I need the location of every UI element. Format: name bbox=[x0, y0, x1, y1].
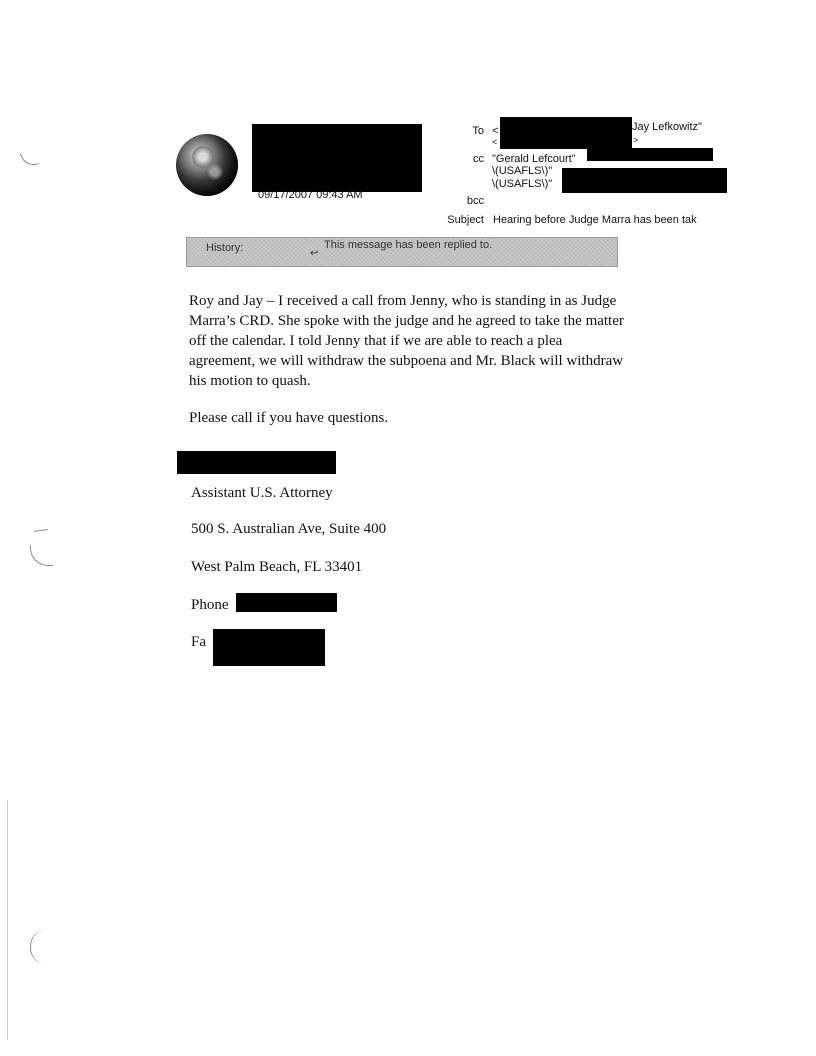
history-text: This message has been replied to. bbox=[324, 239, 493, 251]
subject-value: Hearing before Judge Marra has been tak bbox=[493, 214, 697, 226]
reply-icon: ↩ bbox=[310, 248, 319, 259]
to-value-name[interactable]: Jay Lefkowitz" bbox=[632, 121, 702, 133]
scan-mark-mid-left-tick bbox=[34, 529, 48, 534]
signature-address1: 500 S. Australian Ave, Suite 400 bbox=[191, 521, 387, 537]
redaction-fax bbox=[213, 629, 325, 666]
sender-avatar bbox=[176, 134, 238, 196]
signature-phone-label: Phone bbox=[191, 597, 229, 613]
scan-mark-mid-left bbox=[30, 545, 53, 566]
redaction-signature-name bbox=[177, 451, 336, 474]
redaction-phone bbox=[236, 593, 337, 612]
email-date: 09/17/2007 09:43 AM bbox=[258, 189, 363, 201]
bcc-label: bcc bbox=[466, 195, 484, 207]
to-label: To bbox=[472, 125, 484, 137]
signature-address2: West Palm Beach, FL 33401 bbox=[191, 559, 363, 575]
to-value-line2-close: > bbox=[633, 135, 639, 145]
subject-label: Subject bbox=[447, 214, 484, 226]
redaction-to-email bbox=[500, 117, 632, 149]
signature-fax-label: Fa bbox=[191, 634, 206, 650]
history-label: History: bbox=[206, 242, 244, 254]
to-value-prefix: < bbox=[492, 125, 499, 137]
redaction-cc-lines23 bbox=[562, 168, 727, 193]
email-closing: Please call if you have questions. bbox=[189, 410, 389, 426]
scan-mark-top-left bbox=[20, 148, 40, 169]
scan-edge-line bbox=[7, 800, 9, 1040]
email-body: Roy and Jay – I received a call from Jenny, who is standing in as Judge Marra’s CRD. She spoke with the judge and he agreed to take the matter off the calendar. I told Jenny that if we are able to reach a plea agreement, we will withdraw the subpoena and Mr. Black will withdraw his motion to quash. bbox=[189, 293, 624, 389]
redaction-sender-name bbox=[252, 124, 422, 192]
cc-value-line3[interactable]: \(USAFLS\)" bbox=[492, 178, 553, 190]
redaction-cc-line1 bbox=[587, 148, 713, 161]
cc-value-line2[interactable]: \(USAFLS\)" bbox=[492, 165, 553, 177]
cc-label: cc bbox=[473, 153, 484, 165]
scan-mark-bottom-left bbox=[30, 930, 47, 964]
signature-title: Assistant U.S. Attorney bbox=[191, 485, 333, 501]
cc-value-line1[interactable]: "Gerald Lefcourt" bbox=[492, 153, 576, 165]
to-value-line2-open: < bbox=[492, 137, 498, 147]
